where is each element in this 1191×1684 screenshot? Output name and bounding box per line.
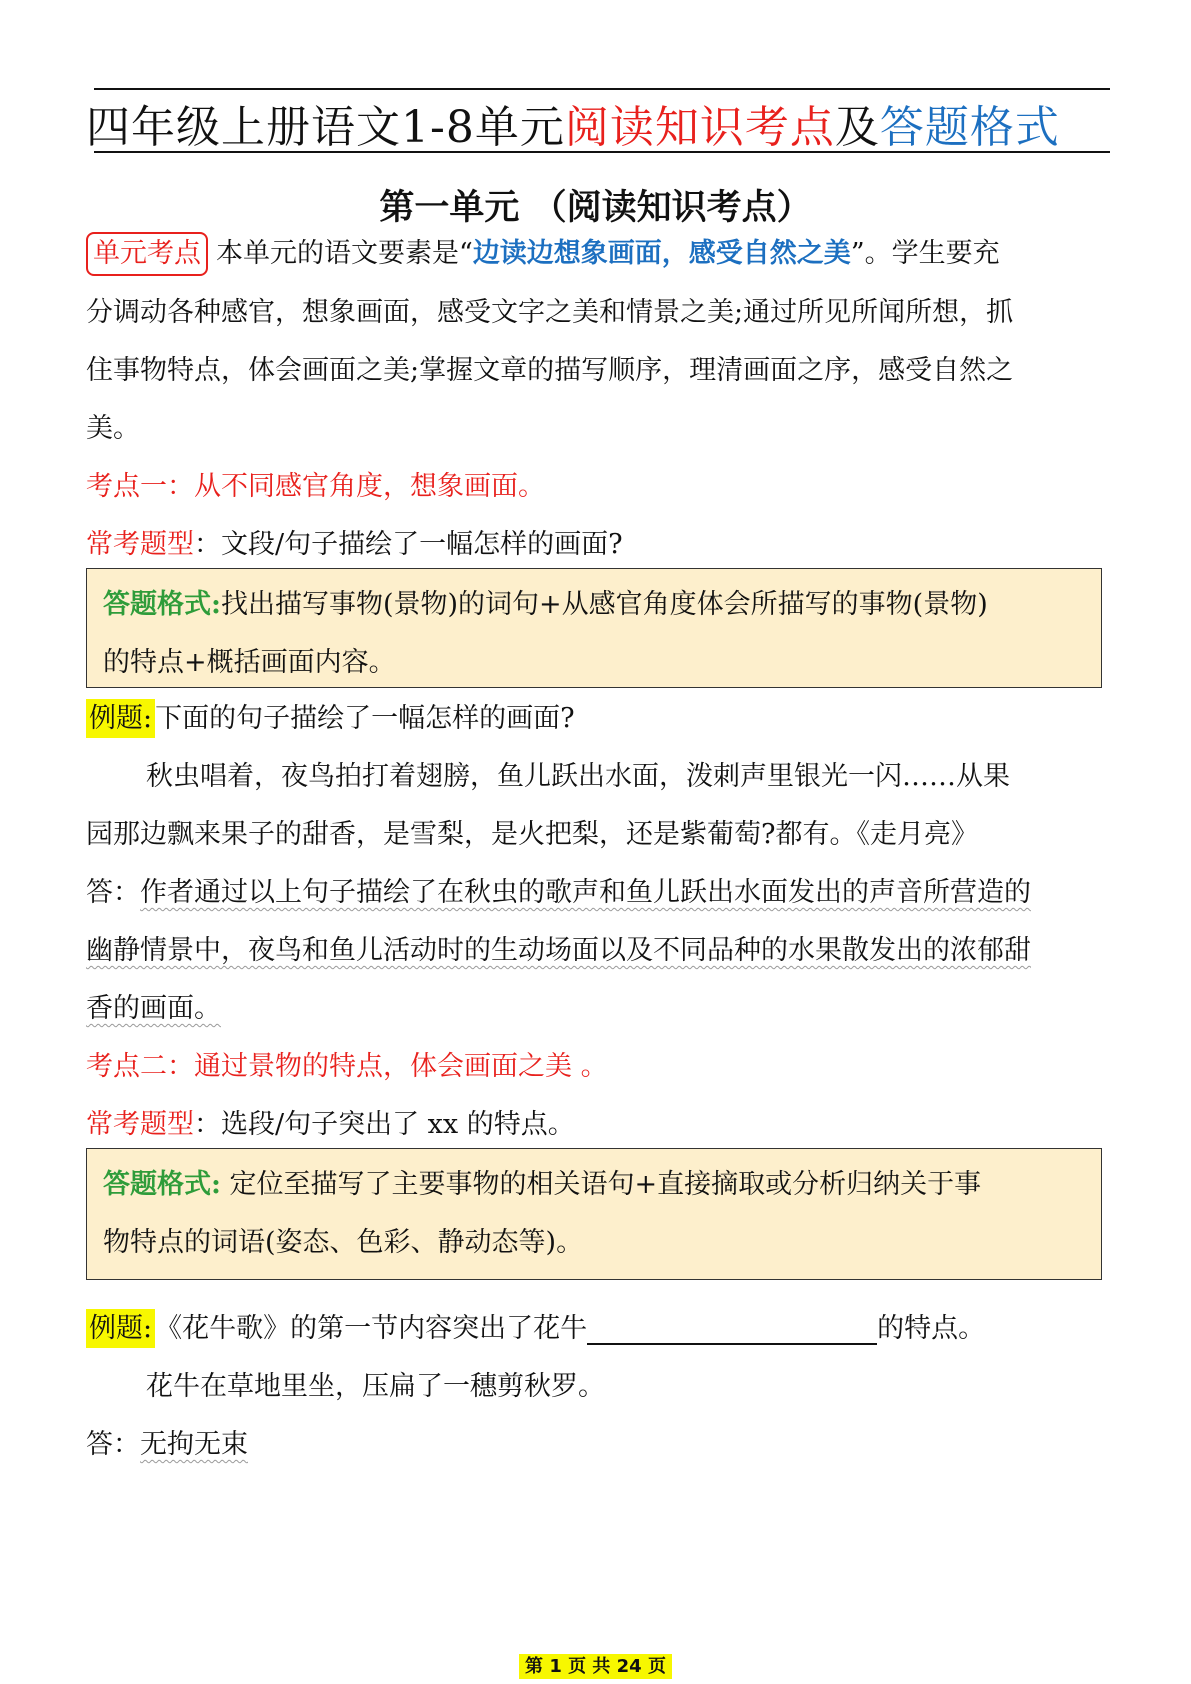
- point-2-answer-format-box: [86, 1148, 1102, 1280]
- answer-blank[interactable]: [587, 1315, 877, 1345]
- page-footer: [0, 1656, 1191, 1678]
- point-1-answer-line-1: 答：作者通过以上句子描绘了在秋虫的歌声和鱼儿跃出水面发出的声音所营造的: [86, 877, 1031, 908]
- point-1-example-line-1: 秋虫唱着，夜鸟拍打着翅膀，鱼儿跃出水面，泼刺声里银光一闪……从果: [146, 761, 1010, 792]
- point-1-answer-line-2: 幽静情景中，夜鸟和鱼儿活动时的生动场面以及不同品种的水果散发出的浓郁甜: [86, 935, 1031, 966]
- point-1-example-question: 例题: 下面的句子描绘了一幅怎样的画面?: [86, 699, 1116, 739]
- format-line-1: 答题格式:找出描写事物(景物)的词句+从感官角度体会所描写的事物(景物): [103, 589, 988, 620]
- intro-line-3: 住事物特点，体会画面之美;掌握文章的描写顺序，理清画面之序，感受自然之: [86, 355, 1014, 386]
- format-line-2: 物特点的词语(姿态、色彩、静动态等)。: [103, 1227, 584, 1258]
- intro-line-4: 美。: [86, 413, 140, 444]
- intro-line-1: 单元考点 本单元的语文要素是“边读边想象画面，感受自然之美”。学生要充: [86, 232, 1116, 276]
- point-2-answer: 答：无拘无束: [86, 1429, 248, 1460]
- example-label: 例题:: [86, 699, 155, 738]
- page-number: 第 1 页 共 24 页: [519, 1654, 672, 1679]
- point-1-example-line-2: 园那边飘来果子的甜香，是雪梨，是火把梨，还是紫葡萄?都有。《走月亮》: [86, 819, 978, 850]
- page-title: 四年级上册语文1-8单元阅读知识考点及答题格式: [86, 102, 1060, 153]
- point-1-heading: 考点一：从不同感官角度，想象画面。: [86, 471, 545, 502]
- point-2-example-question: 例题: 《花牛歌》的第一节内容突出了花牛 的特点。: [86, 1309, 1116, 1349]
- title-bottom-rule: [94, 151, 1110, 153]
- point-1-answer-format-box: [86, 568, 1102, 688]
- unit-key-tag: 单元考点: [86, 232, 208, 276]
- section-subtitle: 第一单元 （阅读知识考点）: [379, 187, 812, 228]
- point-2-example-line-1: 花牛在草地里坐，压扁了一穗剪秋罗。: [146, 1371, 605, 1402]
- title-top-rule: [94, 88, 1110, 90]
- point-2-question-type: 常考题型：选段/句子突出了 xx 的特点。: [86, 1109, 575, 1140]
- point-1-answer-line-3: 香的画面。: [86, 993, 221, 1024]
- point-1-question-type: 常考题型：文段/句子描绘了一幅怎样的画面?: [86, 529, 623, 560]
- example-label: 例题:: [86, 1309, 155, 1348]
- point-2-heading: 考点二：通过景物的特点，体会画面之美 。: [86, 1051, 608, 1082]
- format-line-1: 答题格式: 定位至描写了主要事物的相关语句+直接摘取或分析归纳关于事: [103, 1169, 982, 1200]
- format-line-2: 的特点+概括画面内容。: [103, 647, 396, 678]
- intro-line-2: 分调动各种感官，想象画面，感受文字之美和情景之美;通过所见所闻所想，抓: [86, 297, 1014, 328]
